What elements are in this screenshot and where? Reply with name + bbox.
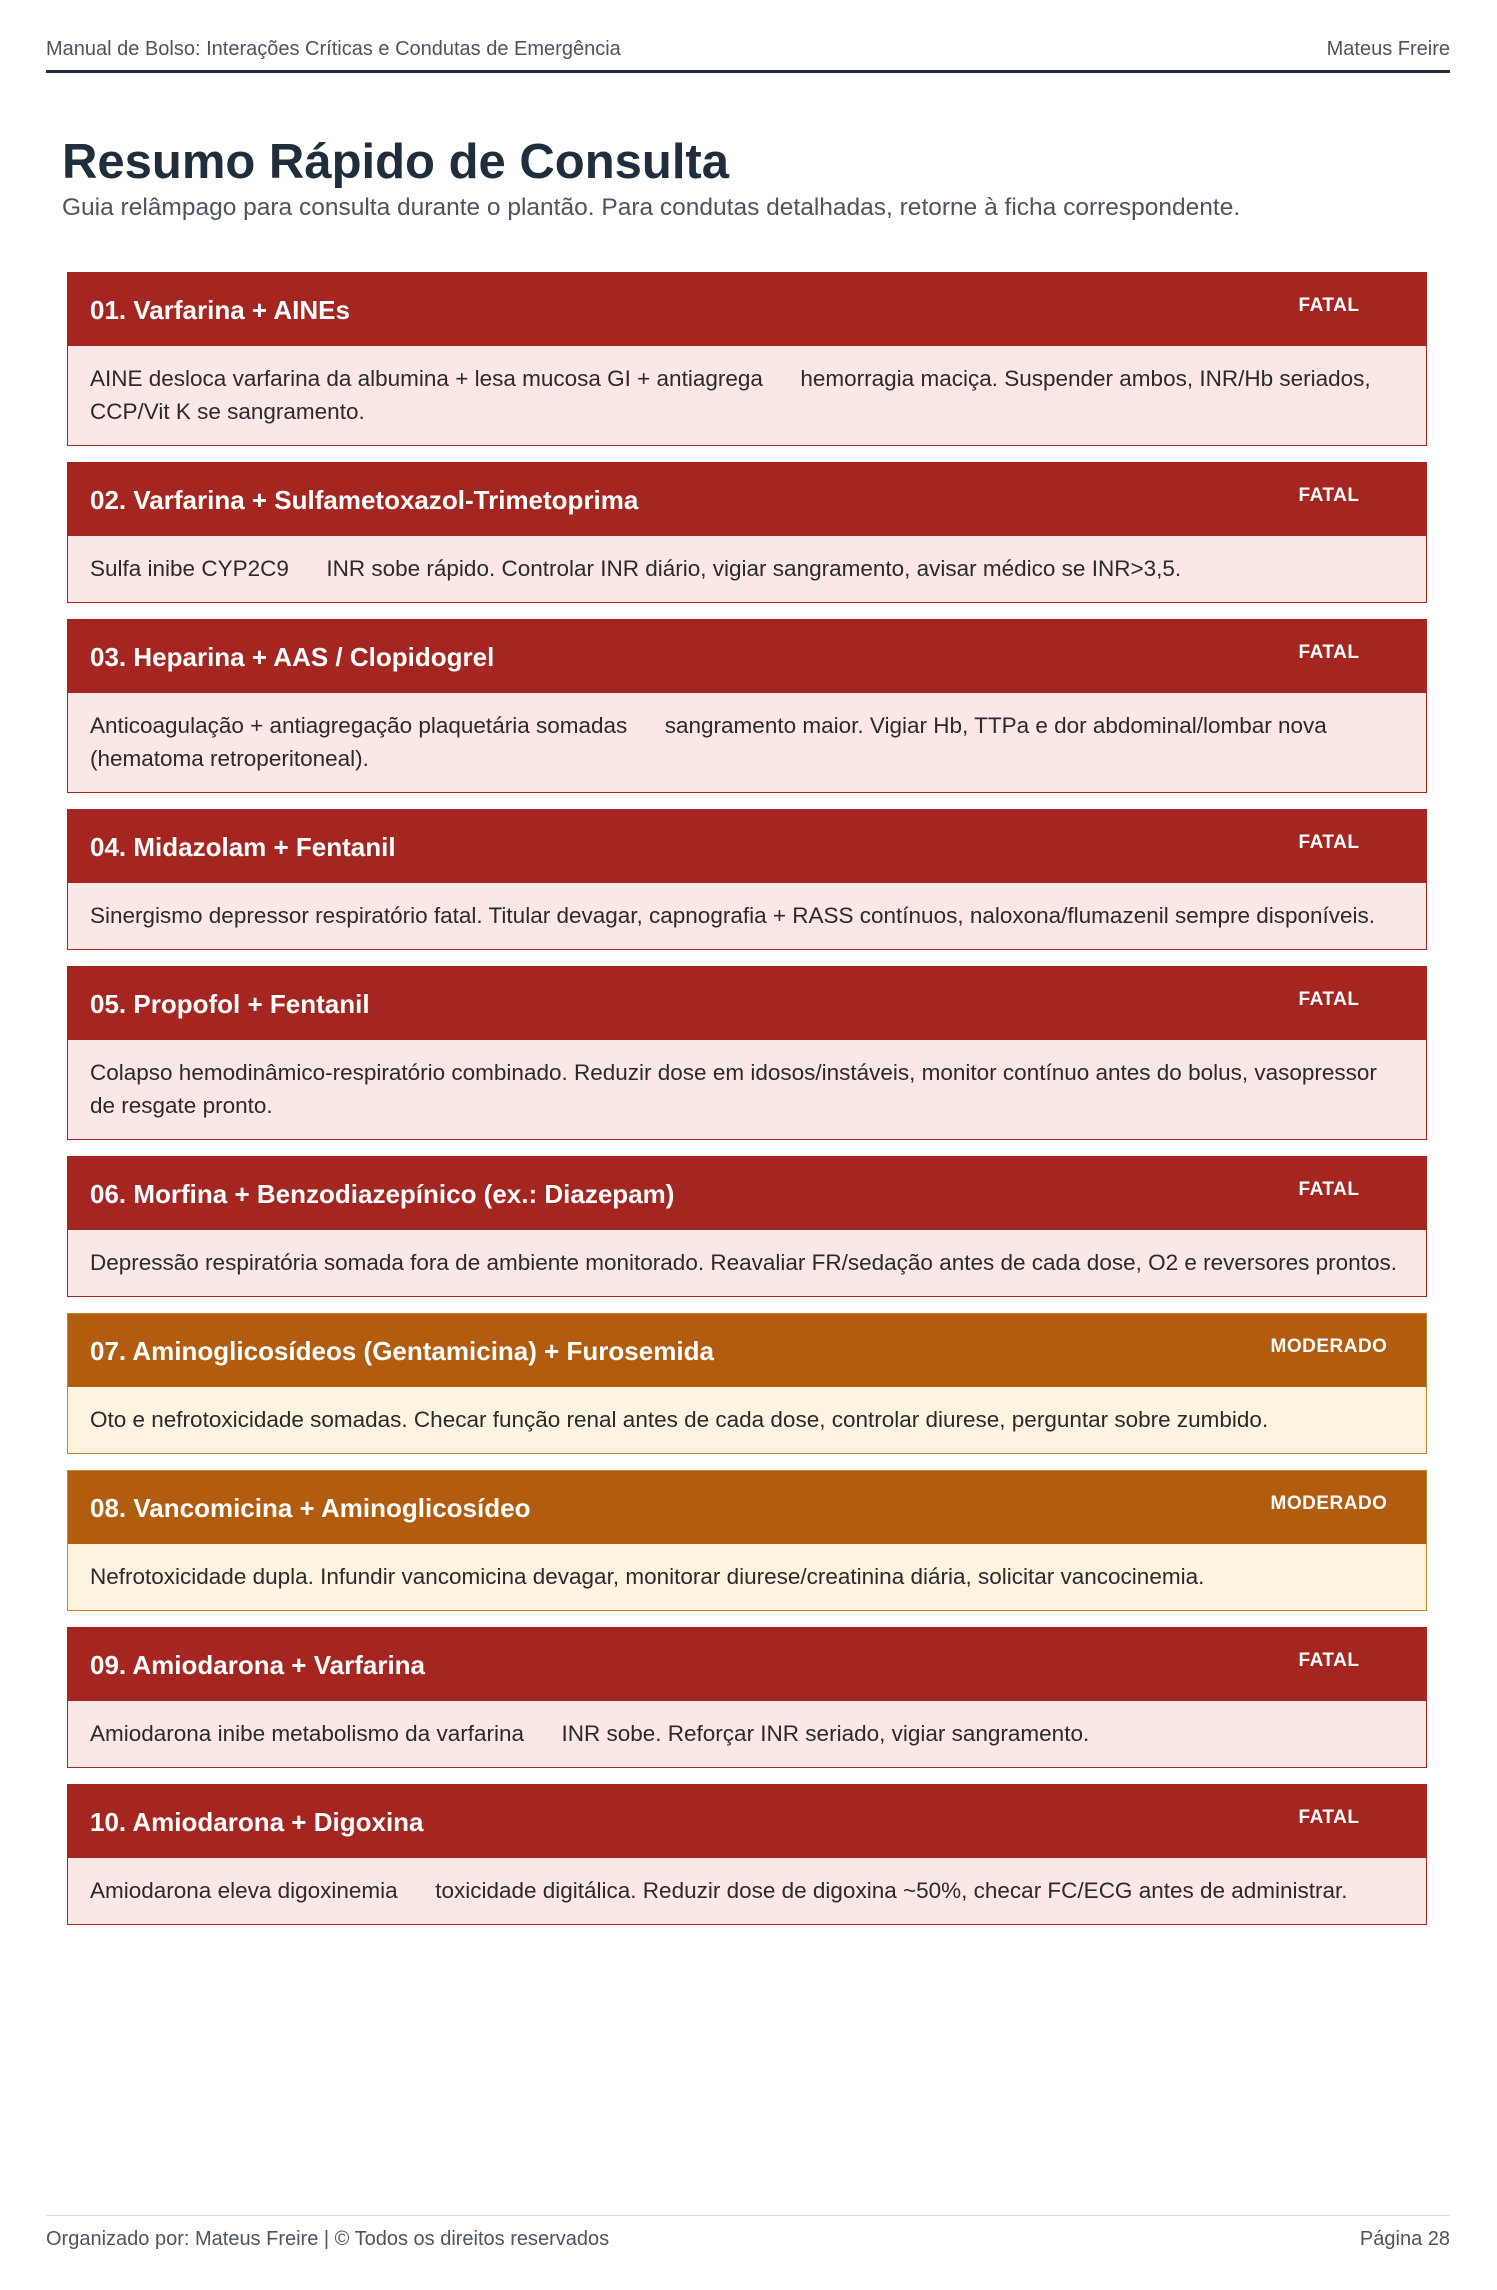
footer-credits: Organizado por: Mateus Freire | © Todos os direitos reservados <box>46 2228 610 2250</box>
card-header <box>68 1628 1426 1701</box>
interaction-card <box>67 619 1427 793</box>
severity-badge: FATAL <box>1298 485 1360 506</box>
card-body: Depressão respiratória somada fora de ambiente monitorado. Reavaliar FR/sedação antes de cada dose, O2 e reversores prontos. <box>90 1250 1397 1275</box>
severity-badge: MODERADO <box>1270 1493 1388 1514</box>
card-title: 09. Amiodarona + Varfarina <box>90 1650 426 1680</box>
interaction-card <box>67 1784 1427 1925</box>
interaction-card <box>67 1156 1427 1297</box>
card-body: Sinergismo depressor respiratório fatal. Titular devagar, capnografia + RASS contínuos, naloxona/flumazenil sempre disponíveis. <box>90 903 1376 928</box>
card-header <box>68 1471 1426 1544</box>
card-header <box>68 1157 1426 1230</box>
severity-badge: FATAL <box>1298 832 1360 853</box>
page-subtitle: Guia relâmpago para consulta durante o plantão. Para condutas detalhadas, retorne à ficha correspondente. <box>62 194 1241 222</box>
card-body: Nefrotoxicidade dupla. Infundir vancomicina devagar, monitorar diurese/creatinina diária, solicitar vancocinemia. <box>90 1564 1205 1589</box>
severity-badge: FATAL <box>1298 1179 1360 1200</box>
interaction-card <box>67 966 1427 1140</box>
page-number: Página 28 <box>1359 2228 1450 2250</box>
interaction-card <box>67 1470 1427 1611</box>
interaction-card <box>67 809 1427 950</box>
severity-badge: FATAL <box>1298 1650 1360 1671</box>
card-header <box>68 967 1426 1040</box>
severity-badge: MODERADO <box>1270 1336 1388 1357</box>
interaction-card <box>67 1627 1427 1768</box>
card-body: Amiodarona eleva digoxinemia toxicidade digitálica. Reduzir dose de digoxina ~50%, checar FC/ECG antes de administrar. <box>90 1878 1348 1903</box>
running-header-title: Manual de Bolso: Interações Críticas e Condutas de Emergência <box>46 38 621 60</box>
interaction-card <box>67 462 1427 603</box>
interaction-card <box>67 272 1427 446</box>
page-footer <box>46 2215 1450 2251</box>
card-body: Amiodarona inibe metabolismo da varfarina INR sobe. Reforçar INR seriado, vigiar sangramento. <box>90 1721 1090 1746</box>
card-title: 01. Varfarina + AINEs <box>90 295 350 325</box>
severity-badge: FATAL <box>1298 642 1360 663</box>
severity-badge: FATAL <box>1298 295 1360 316</box>
card-body: AINE desloca varfarina da albumina + lesa mucosa GI + antiagrega hemorragia maciça. Suspender ambos, INR/Hb seriados, CCP/Vit K se sangramento. <box>90 366 1377 424</box>
card-header <box>68 620 1426 693</box>
card-header <box>68 1314 1426 1387</box>
card-title: 07. Aminoglicosídeos (Gentamicina) + Furosemida <box>90 1336 714 1366</box>
page-title: Resumo Rápido de Consulta <box>62 135 730 189</box>
card-title: 06. Morfina + Benzodiazepínico (ex.: Diazepam) <box>90 1179 675 1209</box>
running-header <box>46 38 1450 73</box>
card-title: 08. Vancomicina + Aminoglicosídeo <box>90 1493 531 1523</box>
card-header <box>68 463 1426 536</box>
card-title: 10. Amiodarona + Digoxina <box>90 1807 424 1837</box>
severity-badge: FATAL <box>1298 1807 1360 1828</box>
card-title: 04. Midazolam + Fentanil <box>90 832 396 862</box>
card-title: 03. Heparina + AAS / Clopidogrel <box>90 642 495 672</box>
title-block <box>62 134 1442 224</box>
card-header <box>68 1785 1426 1858</box>
running-header-author: Mateus Freire <box>1326 38 1450 60</box>
card-header <box>68 810 1426 883</box>
card-body: Anticoagulação + antiagregação plaquetária somadas sangramento maior. Vigiar Hb, TTPa e dor abdominal/lombar nova (hematoma retroperitoneal). <box>90 713 1334 771</box>
interaction-card <box>67 1313 1427 1454</box>
severity-badge: FATAL <box>1298 989 1360 1010</box>
card-title: 02. Varfarina + Sulfametoxazol-Trimetoprima <box>90 485 639 515</box>
card-body: Colapso hemodinâmico-respiratório combinado. Reduzir dose em idosos/instáveis, monitor contínuo antes do bolus, vasopressor de resgate pronto. <box>90 1060 1384 1118</box>
card-header <box>68 273 1426 346</box>
card-body: Sulfa inibe CYP2C9 INR sobe rápido. Controlar INR diário, vigiar sangramento, avisar médico se INR>3,5. <box>90 556 1182 581</box>
interaction-card-list <box>67 272 1427 1941</box>
card-title: 05. Propofol + Fentanil <box>90 989 370 1019</box>
card-body: Oto e nefrotoxicidade somadas. Checar função renal antes de cada dose, controlar diurese, perguntar sobre zumbido. <box>90 1407 1269 1432</box>
